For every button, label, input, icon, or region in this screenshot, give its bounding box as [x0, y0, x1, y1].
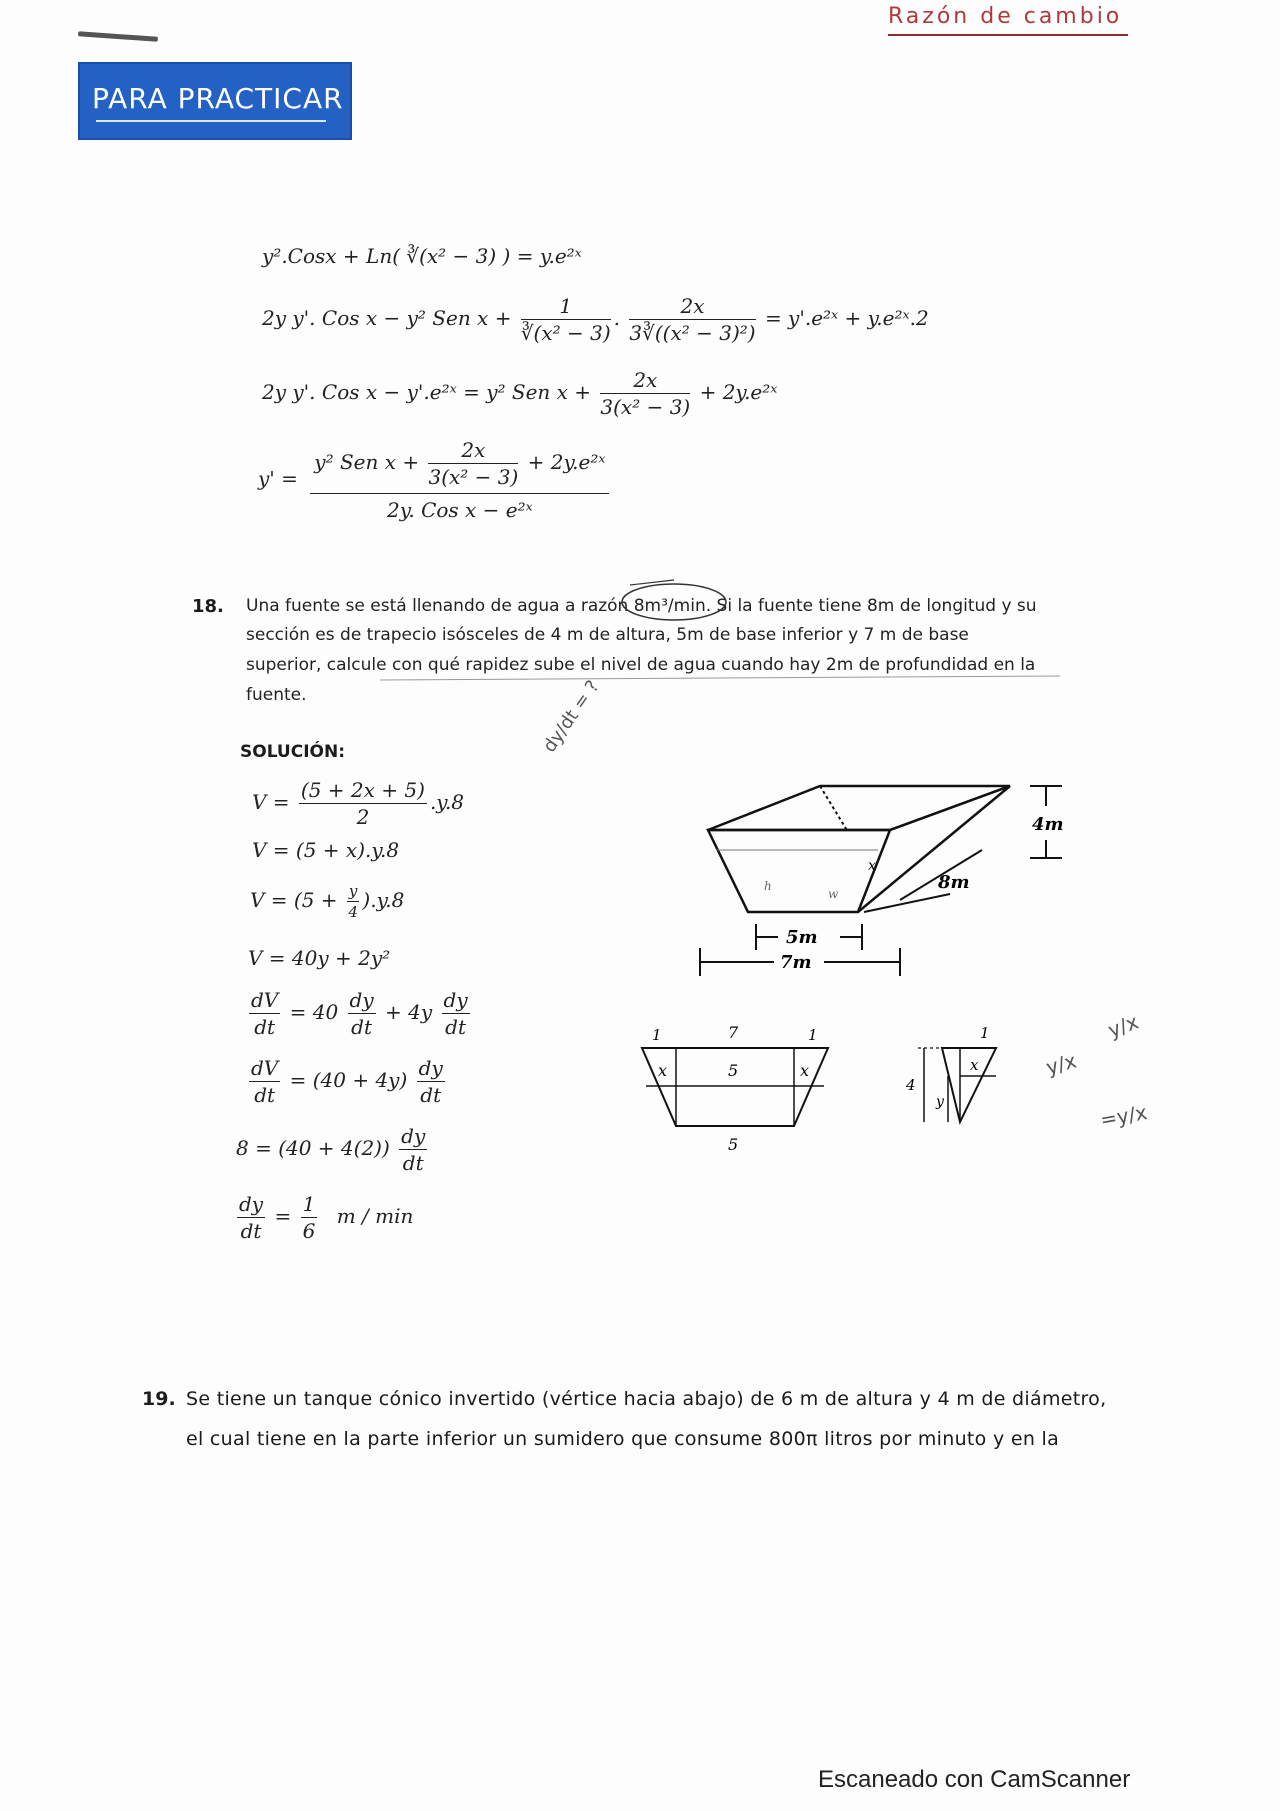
frac-num: 2x	[428, 438, 518, 464]
step-1-frac	[299, 778, 427, 829]
section-x-right: x	[800, 1061, 810, 1080]
problem-18-number: 18.	[192, 596, 224, 617]
cross-section-diagram	[632, 1018, 842, 1158]
frac-num: 2x	[600, 368, 690, 394]
frac-num: dV	[251, 1056, 279, 1080]
similar-triangle-diagram	[900, 1018, 1010, 1138]
step-3-rhs: ).y.8	[362, 888, 405, 912]
section-trapezoid	[642, 1048, 828, 1126]
frac-num: dy	[239, 1192, 264, 1216]
step-1	[252, 778, 464, 829]
frac-den: 6	[302, 1219, 316, 1243]
prev-line-2-left: 2y y'. Cos x − y² Sen x +	[262, 306, 512, 330]
dim-4m-label: 4m	[1032, 814, 1064, 835]
section-top-seven: 7	[728, 1023, 739, 1042]
step-2: V = (5 + x).y.8	[252, 838, 400, 862]
section-right-one: 1	[808, 1026, 818, 1044]
margin-note-1: y/x	[1104, 1009, 1142, 1043]
frac-num: dy	[349, 988, 374, 1012]
frac-num: 1	[521, 294, 611, 320]
frac-den: dt	[420, 1083, 442, 1107]
problem-19-line-2: el cual tiene en la parte inferior un sumidero que consume 800π litros por minuto y en la	[186, 1428, 1060, 1450]
step-8-lhs	[237, 1192, 265, 1243]
frac-num: dy	[418, 1056, 443, 1080]
margin-note-2: y/x	[1043, 1048, 1080, 1080]
step-5-mid: = 40	[289, 1000, 339, 1024]
step-6	[246, 1056, 448, 1107]
dim-7m-label: 7m	[780, 952, 812, 973]
step-6-mid: = (40 + 4y)	[289, 1068, 408, 1092]
section-left-one: 1	[652, 1026, 662, 1044]
step-5	[246, 988, 473, 1039]
step-7-f	[399, 1124, 427, 1175]
dim-8m-label: 8m	[938, 872, 970, 893]
step-8-unit: m / min	[336, 1204, 414, 1228]
frac-den: 3∛((x² − 3)²)	[629, 321, 756, 345]
section-middle-five: 5	[728, 1061, 739, 1080]
step-8-rhs	[301, 1192, 318, 1243]
frac-den: dt	[254, 1083, 276, 1107]
trough-diagram	[690, 770, 1090, 990]
frac-den: dt	[402, 1151, 424, 1175]
frac-num: dy	[401, 1124, 426, 1148]
frac-den: dt	[254, 1015, 276, 1039]
frac-num: y	[348, 882, 358, 900]
frac-num: 2x	[629, 294, 755, 320]
step-7-lhs: 8 = (40 + 4(2))	[236, 1136, 390, 1160]
section-bottom-five: 5	[728, 1135, 739, 1154]
problem-19-number: 19.	[142, 1388, 176, 1410]
num-left: y² Sen x +	[314, 450, 420, 474]
frac-num: dV	[251, 988, 279, 1012]
step-7	[236, 1124, 430, 1175]
main-frac-den: 2y. Cos x − e²ˣ	[386, 498, 533, 522]
step-3	[250, 882, 404, 921]
step-3-lhs: V = (5 +	[250, 888, 338, 912]
trough-w-label: w	[828, 887, 839, 901]
step-4: V = 40y + 2y²	[248, 946, 391, 970]
trough-front-face	[708, 830, 890, 912]
camscanner-watermark: Escaneado con CamScanner	[818, 1766, 1131, 1793]
triangle-y: y	[936, 1094, 944, 1110]
trough-x-label: x	[868, 858, 876, 874]
triangle-shape	[942, 1048, 996, 1122]
frac-num: 1	[302, 1192, 316, 1216]
step-3-frac	[347, 882, 359, 921]
num-right: + 2y.e²ˣ	[527, 450, 606, 474]
problem-19-line-1: Se tiene un tanque cónico invertido (vértice hacia abajo) de 6 m de altura y 4 m de diámetro,	[186, 1388, 1107, 1410]
handwritten-rate-note: dy/dt = ?	[539, 676, 604, 757]
step-8	[234, 1192, 413, 1243]
prev-line-2: 2y y'. Cos x − y² Sen x + $\frac{1}{\text{∛(x² − 3)}}$ . $\frac{2x}{\text{3∛((x² − 3)²)}}$ = y'.e²ˣ + y.e²ˣ.2	[262, 294, 929, 345]
section-x-left: x	[658, 1061, 668, 1080]
prev-line-3-right: + 2y.e²ˣ	[699, 380, 778, 404]
trough-h-label: h	[764, 879, 772, 893]
problem-18-annotations	[0, 0, 1280, 760]
dim-5m-label: 5m	[786, 927, 818, 948]
frac-den: 3(x² − 3)	[428, 465, 519, 489]
problem-18-line: superior, calcule con qué rapidez sube el nivel de agua cuando hay 2m de profundidad en la	[246, 655, 1036, 675]
frac-den: 4	[348, 903, 358, 921]
triangle-x: x	[970, 1056, 979, 1074]
frac-den: 3(x² − 3)	[600, 395, 691, 419]
triangle-top-one: 1	[980, 1024, 990, 1042]
prev-line-4-lhs: y' =	[258, 466, 298, 491]
problem-18-line: fuente.	[246, 685, 307, 705]
step-1-lhs: V =	[252, 790, 290, 814]
step-1-rhs: .y.8	[429, 790, 465, 814]
problem-18-line: sección es de trapecio isósceles de 4 m de altura, 5m de base inferior y 7 m de base	[246, 625, 969, 645]
frac-num: (5 + 2x + 5)	[300, 778, 425, 802]
prev-line-3-left: 2y y'. Cos x − y'.e²ˣ = y² Sen x +	[262, 380, 592, 404]
prev-line-1: y².Cosx + Ln( ∛(x² − 3) ) = y.e²ˣ	[262, 244, 582, 268]
step-5-plus: + 4y	[385, 1000, 433, 1024]
trough-edge	[890, 786, 1010, 830]
margin-note-3: =y/x	[1098, 1100, 1149, 1132]
solution-label: SOLUCIÓN:	[240, 742, 346, 762]
step-5-lhs	[249, 988, 280, 1039]
handwritten-title: Razón de cambio	[888, 4, 1123, 29]
triangle-left-four: 4	[906, 1076, 916, 1094]
frac-num: dy	[443, 988, 468, 1012]
frac-den: dt	[445, 1015, 466, 1039]
step-6-lhs	[249, 1056, 280, 1107]
badge-label: PARA PRACTICAR	[92, 82, 344, 115]
underline-mark	[380, 676, 1060, 680]
hidden-edge	[820, 786, 848, 832]
rate-circle	[622, 584, 726, 620]
problem-18-line: Una fuente se está llenando de agua a razón 8m³/min. Si la fuente tiene 8m de longitud y su	[246, 596, 1037, 616]
step-8-eq: =	[274, 1204, 292, 1228]
prev-line-2-right: = y'.e²ˣ + y.e²ˣ.2	[764, 306, 929, 330]
frac-den: dt	[351, 1015, 373, 1039]
step-5-f2	[442, 988, 470, 1039]
step-6-f	[417, 1056, 445, 1107]
trough-side-edge	[858, 786, 1010, 912]
step-5-f1	[348, 988, 376, 1039]
frac-den: dt	[240, 1219, 262, 1243]
frac-den: ∛(x² − 3)	[520, 321, 611, 345]
frac-den: 2	[356, 805, 370, 829]
